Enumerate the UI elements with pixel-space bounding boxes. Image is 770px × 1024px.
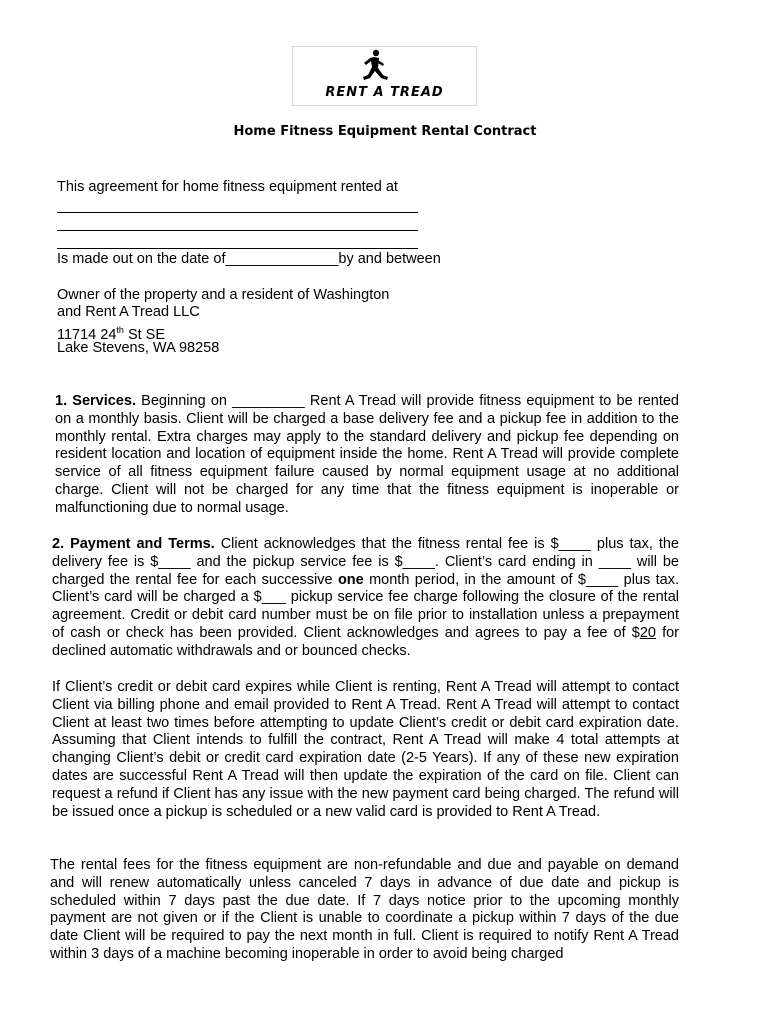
section-services-heading: 1. Services. bbox=[55, 393, 136, 409]
address-blank-line-1 bbox=[57, 212, 418, 213]
address-blank-line-2 bbox=[57, 230, 418, 231]
agreement-line: This agreement for home fitness equipment rented at bbox=[57, 179, 398, 195]
party-line-1: Owner of the property and a resident of Washington bbox=[57, 287, 390, 303]
address-blank-line-3 bbox=[57, 248, 418, 249]
section-non-refundable: The rental fees for the fitness equipment are non-refundable and due and payable on demand and will renew automatically unless canceled 7 days in advance of due date and pickup is scheduled within 7 days past the due date. If 7 days notice prior to the upcoming monthly payment are not given or if the Client is unable to coordinate a pickup within 7 days of the due date Client will be required to pay the next month in full. Client is required to notify Rent A Tread within 3 days of a machine becoming inoperable in order to avoid being charged bbox=[50, 857, 679, 962]
declined-fee-amount: 20 bbox=[639, 624, 656, 641]
section-services: 1. Services. Beginning on _________ Rent A Tread will provide fitness equipment to be rented on a monthly basis. Client will be charged a base delivery fee and a pickup fee in addition to the monthly rental. Extra charges may apply to the standard delivery and pickup fee depending on resident location and location of equipment inside the home. Rent A Tread will provide complete service of all fitness equipment failure caused by normal equipment usage at no additional charge. Client will not be charged for any time that the fitness equipment is inoperable or malfunctioning due to normal usage. bbox=[55, 393, 679, 516]
section-card-expiry: If Client’s credit or debit card expires while Client is renting, Rent A Tread will attempt to contact Client via billing phone and email provided to Rent A Tread. Rent A Tread will attempt to contact Client at least two times before attempting to update Client’s credit or debit card expiration date. Assuming that Client intends to fulfill the contract, Rent A Tread will make 4 total attempts at changing Client’s debit or credit card expiration date (2-5 Years). If any of these new expiration dates are successful Rent A Tread will then update the expiration of the card on file. Client can request a refund if Client has any issue with the new payment card being charged. The refund will be issued once a pickup is scheduled or a new valid card is provided to Rent A Tread. bbox=[52, 679, 679, 820]
party-line-2: and Rent A Tread LLC bbox=[57, 304, 200, 320]
logo-text: RENT A TREAD bbox=[325, 85, 444, 100]
document-title: Home Fitness Equipment Rental Contract bbox=[233, 124, 537, 139]
address-street-line: 11714 24th St SE bbox=[57, 325, 166, 343]
company-logo bbox=[292, 46, 477, 106]
section-payment: 2. Payment and Terms. Client acknowledges that the fitness rental fee is $____ plus tax, the delivery fee is $____ and the pickup service fee is $____. Client’s card ending in ____ will be charged the rental fee for each successive one month period, in the amount of $____ plus tax. Client’s card will be charged a $___ pickup service fee charge following the closure of the rental agreement. Credit or debit card number must be on file prior to installation unless a prepayment of cash or check has been provided. Client acknowledges and agrees to pay a fee of $20 for declined automatic withdrawals and or bounced checks. bbox=[52, 536, 679, 659]
date-blank: ______________ bbox=[225, 251, 339, 267]
running-man-icon bbox=[355, 49, 395, 89]
address-city-line: Lake Stevens, WA 98258 bbox=[57, 340, 220, 356]
section-payment-heading: 2. Payment and Terms. bbox=[52, 536, 215, 552]
date-line: Is made out on the date of______________by and between bbox=[57, 251, 441, 267]
